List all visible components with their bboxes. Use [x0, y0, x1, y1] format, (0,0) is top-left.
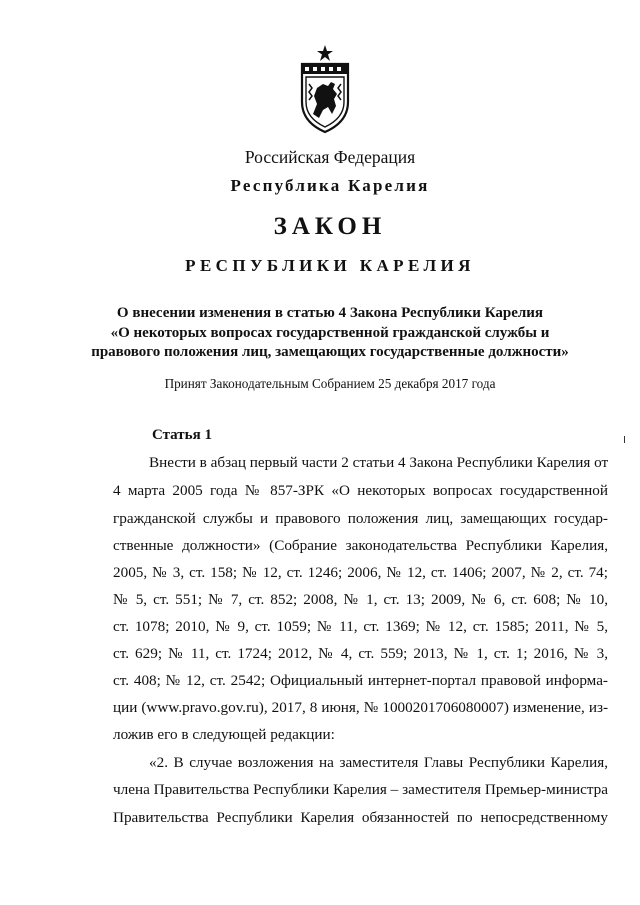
scan-mark	[624, 436, 625, 443]
article-line: Внести в абзац первый части 2 статьи 4 Закона Республики Карелия от	[149, 454, 609, 471]
country-name: Российская Федерация	[244, 147, 416, 167]
article-line: № 5, ст. 551; № 7, ст. 852; 2008, № 1, ст. 13; 2009, № 6, ст. 608; № 10,	[113, 591, 608, 608]
article-line: 4 марта 2005 года № 857-ЗРК «О некоторых вопросах государственной	[113, 482, 608, 499]
article-line: ственные должности» (Собрание законодательства Республики Карелия,	[113, 537, 608, 554]
law-title-line-1: О внесении изменения в статью 4 Закона Республики Карелия	[116, 305, 544, 321]
law-title-line-2: «О некоторых вопросах государственной гражданской службы и	[110, 325, 550, 341]
document-type: ЗАКОН	[273, 213, 387, 240]
article-line: ложив его в следующей редакции:	[113, 726, 335, 743]
article-line: члена Правительства Республики Карелия – заместителя Премьер-министра	[113, 781, 608, 798]
article-line: ции (www.pravo.gov.ru), 2017, 8 июня, № 1000201706080007) изменение, из-	[113, 699, 608, 716]
republic-name: Республика Карелия	[230, 176, 430, 195]
article-line: Правительства Республики Карелия обязанностей по непосредственному	[113, 809, 608, 826]
issuer-name: РЕСПУБЛИКИ КАРЕЛИЯ	[185, 256, 475, 275]
law-title-line-3: правового положения лиц, замещающих государственные должности»	[91, 344, 569, 360]
article-line: ст. 629; № 11, ст. 1724; 2012, № 4, ст. 559; 2013, № 1, ст. 1; 2016, № 3,	[113, 645, 608, 662]
article-line: 2005, № 3, ст. 158; № 12, ст. 1246; 2006, № 12, ст. 1406; 2007, № 2, ст. 74;	[113, 564, 608, 581]
article-line: гражданской службы и правового положения лиц, замещающих государ-	[113, 510, 608, 527]
article-line: «2. В случае возложения на заместителя Главы Республики Карелия,	[149, 754, 608, 771]
article-line: ст. 1078; 2010, № 9, ст. 1059; № 11, ст. 1369; № 12, ст. 1585; 2011, № 5,	[113, 618, 608, 635]
adoption-note: Принят Законодательным Собранием 25 декабря 2017 года	[164, 376, 496, 391]
article-line: ст. 408; № 12, ст. 2542; Официальный интернет-портал правовой информа-	[113, 672, 608, 689]
coat-of-arms-icon	[295, 44, 355, 134]
article-heading: Статья 1	[152, 427, 212, 443]
